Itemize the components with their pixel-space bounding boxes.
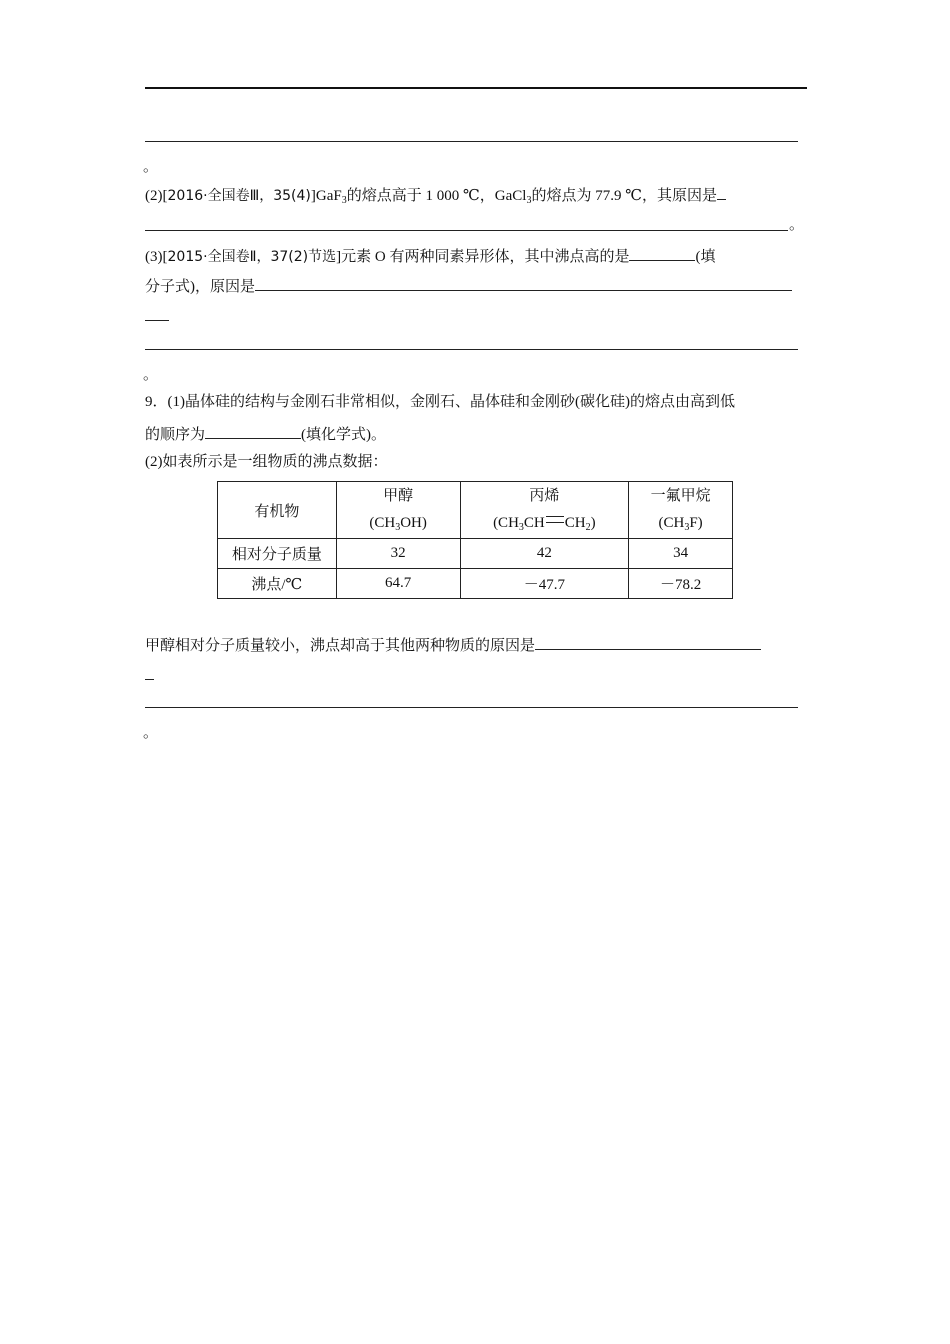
table-cell: －78.2 <box>629 569 733 599</box>
question-text: GaF <box>315 188 342 204</box>
exam-source: 2015·全国卷Ⅱ，37(2)节选 <box>167 249 337 265</box>
double-bond <box>546 516 564 523</box>
compound-formula: $(CH_3OH)$ <box>369 515 427 533</box>
compound-name: 甲醇 <box>383 488 414 504</box>
question-9-after-table <box>145 634 761 655</box>
table-cell: 34 <box>629 539 733 569</box>
table-header-row <box>218 482 733 539</box>
end-mark: 。 <box>143 367 159 383</box>
header-rule <box>145 87 807 89</box>
answer-line <box>145 230 788 231</box>
question-text: (1)晶体硅的结构与金刚石非常相似，金刚石、晶体硅和金刚砂(碳化硅)的熔点由高到低 <box>167 394 735 410</box>
table-cell: 64.7 <box>336 569 460 599</box>
question-prefix: (2)[ <box>145 188 168 204</box>
answer-line <box>145 349 798 350</box>
question-text: 的顺序为 <box>145 427 206 443</box>
answer-blank[interactable] <box>717 184 726 200</box>
exam-source: 2016·全国卷Ⅲ，35(4) <box>167 188 311 204</box>
question-8-3-line2 <box>145 275 792 296</box>
question-number: 9． <box>145 394 168 410</box>
row-label: 相对分子质量 <box>218 539 337 569</box>
table-header-methanol <box>336 482 460 539</box>
table-header-label: 有机物 <box>218 482 337 539</box>
question-9-line1 <box>145 393 735 411</box>
answer-line <box>145 141 798 142</box>
compound-name: 一氟甲烷 <box>650 488 711 504</box>
question-9-line2 <box>145 423 386 444</box>
bracket-close: ] <box>310 188 316 204</box>
question-8-2-line1 <box>145 184 726 205</box>
boiling-point-table <box>217 481 733 599</box>
end-mark: 。 <box>143 725 159 741</box>
compound-formula: ($CH_3CH$ $CH_2$) <box>493 515 596 533</box>
answer-blank[interactable] <box>205 423 301 439</box>
table-header-fluoromethane <box>629 482 733 539</box>
subscript: 3 <box>341 195 347 206</box>
question-text: 元素 O 有两种同素异形体，其中沸点高的是 <box>341 249 630 265</box>
question-text: (填 <box>695 249 716 265</box>
question-text: 分子式)，原因是 <box>145 279 255 295</box>
question-9-part2: (2)如表所示是一组物质的沸点数据： <box>145 454 388 470</box>
question-8-3-line1 <box>145 245 715 266</box>
end-mark: 。 <box>789 217 805 233</box>
table-row <box>218 569 733 599</box>
table-row <box>218 539 733 569</box>
question-text: (填化学式)。 <box>301 427 387 443</box>
table-header-propene <box>460 482 629 539</box>
question-text: 的熔点高于 1 000 ℃，GaCl <box>346 188 527 204</box>
subscript: 3 <box>526 195 532 206</box>
compound-name: 丙烯 <box>529 488 560 504</box>
compound-formula: $(CH_3F)$ <box>658 515 703 533</box>
question-prefix: (3)[ <box>145 249 168 265</box>
answer-line <box>145 679 154 680</box>
answer-blank[interactable] <box>629 245 695 261</box>
row-label: 沸点/℃ <box>218 569 337 599</box>
answer-blank[interactable] <box>535 634 761 650</box>
table-cell: 32 <box>336 539 460 569</box>
table-cell: 42 <box>460 539 629 569</box>
answer-line <box>145 707 798 708</box>
table-cell: －47.7 <box>460 569 629 599</box>
answer-blank[interactable] <box>255 275 792 291</box>
bracket-close: ] <box>336 249 342 265</box>
answer-line <box>145 320 169 321</box>
end-mark: 。 <box>143 159 159 175</box>
question-text: 甲醇相对分子质量较小，沸点却高于其他两种物质的原因是 <box>145 638 536 654</box>
question-text: 的熔点为 77.9 ℃，其原因是 <box>531 188 717 204</box>
